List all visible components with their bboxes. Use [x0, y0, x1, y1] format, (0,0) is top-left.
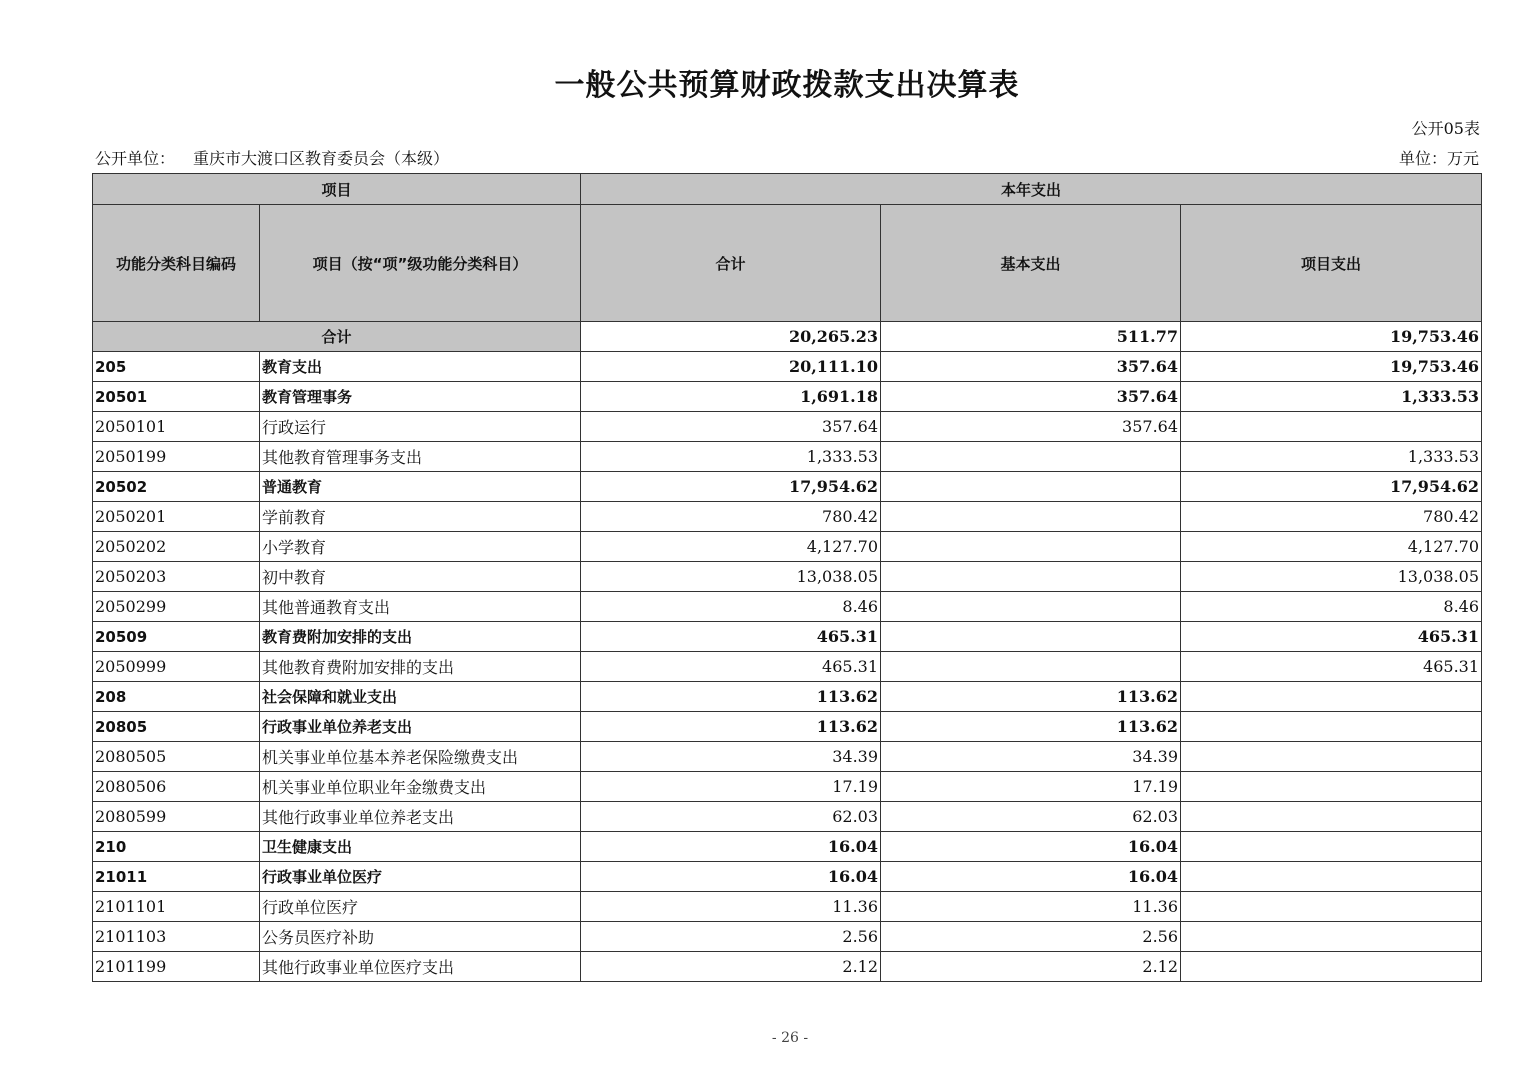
row-project: 465.31: [1181, 652, 1482, 682]
row-code: 21011: [93, 862, 260, 892]
row-basic: [881, 532, 1181, 562]
row-project: 17,954.62: [1181, 472, 1482, 502]
row-total: 20,111.10: [581, 352, 881, 382]
table-row: [93, 472, 1482, 502]
row-project: [1181, 892, 1482, 922]
row-name: 教育费附加安排的支出: [260, 622, 581, 652]
table-row: [93, 712, 1482, 742]
header-name: 项目（按“项”级功能分类科目）: [260, 205, 581, 322]
row-basic: 62.03: [881, 802, 1181, 832]
table-row: [93, 412, 1482, 442]
row-basic: [881, 622, 1181, 652]
total-project: 19,753.46: [1181, 322, 1482, 352]
row-code: 2050999: [93, 652, 260, 682]
row-code: 20805: [93, 712, 260, 742]
row-total: 62.03: [581, 802, 881, 832]
row-project: [1181, 712, 1482, 742]
expenditure-table: [92, 173, 1482, 982]
table-row: [93, 802, 1482, 832]
row-name: 小学教育: [260, 532, 581, 562]
row-code: 20502: [93, 472, 260, 502]
row-total: 113.62: [581, 682, 881, 712]
row-project: 465.31: [1181, 622, 1482, 652]
row-total: 8.46: [581, 592, 881, 622]
row-basic: 113.62: [881, 682, 1181, 712]
row-name: 其他普通教育支出: [260, 592, 581, 622]
row-code: 2050199: [93, 442, 260, 472]
total-label: 合计: [93, 322, 581, 352]
row-name: 机关事业单位基本养老保险缴费支出: [260, 742, 581, 772]
header-total: 合计: [581, 205, 881, 322]
table-row: [93, 922, 1482, 952]
row-total: 1,333.53: [581, 442, 881, 472]
header-row-top: [93, 174, 1482, 205]
reporting-unit: [95, 146, 449, 169]
row-code: 2080505: [93, 742, 260, 772]
row-project: [1181, 802, 1482, 832]
row-code: 2050202: [93, 532, 260, 562]
row-code: 208: [93, 682, 260, 712]
row-name: 行政单位医疗: [260, 892, 581, 922]
row-total: 4,127.70: [581, 532, 881, 562]
row-name: 普通教育: [260, 472, 581, 502]
row-name: 社会保障和就业支出: [260, 682, 581, 712]
table-row: [93, 952, 1482, 982]
row-total: 1,691.18: [581, 382, 881, 412]
table-row: [93, 892, 1482, 922]
row-project: [1181, 772, 1482, 802]
table-row: [93, 862, 1482, 892]
row-basic: [881, 502, 1181, 532]
row-basic: [881, 652, 1181, 682]
row-total: 17,954.62: [581, 472, 881, 502]
row-project: 780.42: [1181, 502, 1482, 532]
row-basic: 17.19: [881, 772, 1181, 802]
row-basic: 16.04: [881, 862, 1181, 892]
row-project: 1,333.53: [1181, 442, 1482, 472]
row-project: 4,127.70: [1181, 532, 1482, 562]
row-code: 20509: [93, 622, 260, 652]
row-project: 19,753.46: [1181, 352, 1482, 382]
row-total: 780.42: [581, 502, 881, 532]
row-project: 13,038.05: [1181, 562, 1482, 592]
row-name: 行政事业单位医疗: [260, 862, 581, 892]
row-name: 教育支出: [260, 352, 581, 382]
reporting-unit-label: 公开单位：: [95, 149, 176, 168]
row-code: 2050299: [93, 592, 260, 622]
table-row: [93, 382, 1482, 412]
row-basic: [881, 562, 1181, 592]
table-row: [93, 772, 1482, 802]
row-code: 210: [93, 832, 260, 862]
total-basic: 511.77: [881, 322, 1181, 352]
row-basic: 357.64: [881, 412, 1181, 442]
row-name: 其他行政事业单位养老支出: [260, 802, 581, 832]
row-name: 卫生健康支出: [260, 832, 581, 862]
row-basic: 357.64: [881, 382, 1181, 412]
row-total: 465.31: [581, 652, 881, 682]
table-row: [93, 622, 1482, 652]
page-title: 一般公共预算财政拨款支出决算表: [554, 68, 1020, 103]
row-project: [1181, 412, 1482, 442]
header-code: 功能分类科目编码: [93, 205, 260, 322]
row-basic: 16.04: [881, 832, 1181, 862]
row-project: 8.46: [1181, 592, 1482, 622]
row-total: 13,038.05: [581, 562, 881, 592]
reporting-unit-name: 重庆市大渡口区教育委员会（本级）: [193, 149, 450, 168]
table-meta: [93, 146, 1479, 170]
table-row: [93, 652, 1482, 682]
row-basic: 113.62: [881, 712, 1181, 742]
row-code: 20501: [93, 382, 260, 412]
table-row: [93, 562, 1482, 592]
row-code: 2101101: [93, 892, 260, 922]
currency-unit: 单位：万元: [1398, 149, 1479, 168]
row-name: 公务员医疗补助: [260, 922, 581, 952]
header-row-columns: [93, 205, 1482, 322]
table-row: [93, 532, 1482, 562]
row-basic: [881, 442, 1181, 472]
row-project: [1181, 832, 1482, 862]
row-code: 2101199: [93, 952, 260, 982]
row-name: 其他行政事业单位医疗支出: [260, 952, 581, 982]
row-code: 2101103: [93, 922, 260, 952]
row-project: 1,333.53: [1181, 382, 1482, 412]
row-name: 行政运行: [260, 412, 581, 442]
row-project: [1181, 742, 1482, 772]
table-row: [93, 682, 1482, 712]
row-basic: 34.39: [881, 742, 1181, 772]
total-row: [93, 322, 1482, 352]
row-project: [1181, 682, 1482, 712]
total-amount: 20,265.23: [581, 322, 881, 352]
row-code: 205: [93, 352, 260, 382]
header-item: 项目: [93, 174, 581, 205]
row-name: 教育管理事务: [260, 382, 581, 412]
row-total: 11.36: [581, 892, 881, 922]
row-basic: 11.36: [881, 892, 1181, 922]
row-total: 357.64: [581, 412, 881, 442]
header-this-year: 本年支出: [581, 174, 1482, 205]
table-row: [93, 592, 1482, 622]
row-basic: 357.64: [881, 352, 1181, 382]
row-basic: [881, 472, 1181, 502]
row-basic: 2.56: [881, 922, 1181, 952]
row-code: 2050203: [93, 562, 260, 592]
row-total: 2.12: [581, 952, 881, 982]
page-number: - 26 -: [771, 1030, 809, 1046]
table-row: [93, 352, 1482, 382]
form-number: 公开05表: [1411, 119, 1480, 138]
row-project: [1181, 952, 1482, 982]
row-name: 机关事业单位职业年金缴费支出: [260, 772, 581, 802]
row-total: 34.39: [581, 742, 881, 772]
header-basic: 基本支出: [881, 205, 1181, 322]
row-name: 其他教育费附加安排的支出: [260, 652, 581, 682]
row-total: 17.19: [581, 772, 881, 802]
table-row: [93, 442, 1482, 472]
row-basic: [881, 592, 1181, 622]
row-name: 其他教育管理事务支出: [260, 442, 581, 472]
row-project: [1181, 862, 1482, 892]
table-row: [93, 502, 1482, 532]
row-code: 2050201: [93, 502, 260, 532]
row-project: [1181, 922, 1482, 952]
row-name: 行政事业单位养老支出: [260, 712, 581, 742]
row-total: 2.56: [581, 922, 881, 952]
header-project: 项目支出: [1181, 205, 1482, 322]
row-code: 2050101: [93, 412, 260, 442]
row-total: 113.62: [581, 712, 881, 742]
row-name: 学前教育: [260, 502, 581, 532]
row-total: 16.04: [581, 832, 881, 862]
row-code: 2080506: [93, 772, 260, 802]
row-code: 2080599: [93, 802, 260, 832]
row-total: 16.04: [581, 862, 881, 892]
table-row: [93, 742, 1482, 772]
row-total: 465.31: [581, 622, 881, 652]
table-row: [93, 832, 1482, 862]
row-name: 初中教育: [260, 562, 581, 592]
row-basic: 2.12: [881, 952, 1181, 982]
